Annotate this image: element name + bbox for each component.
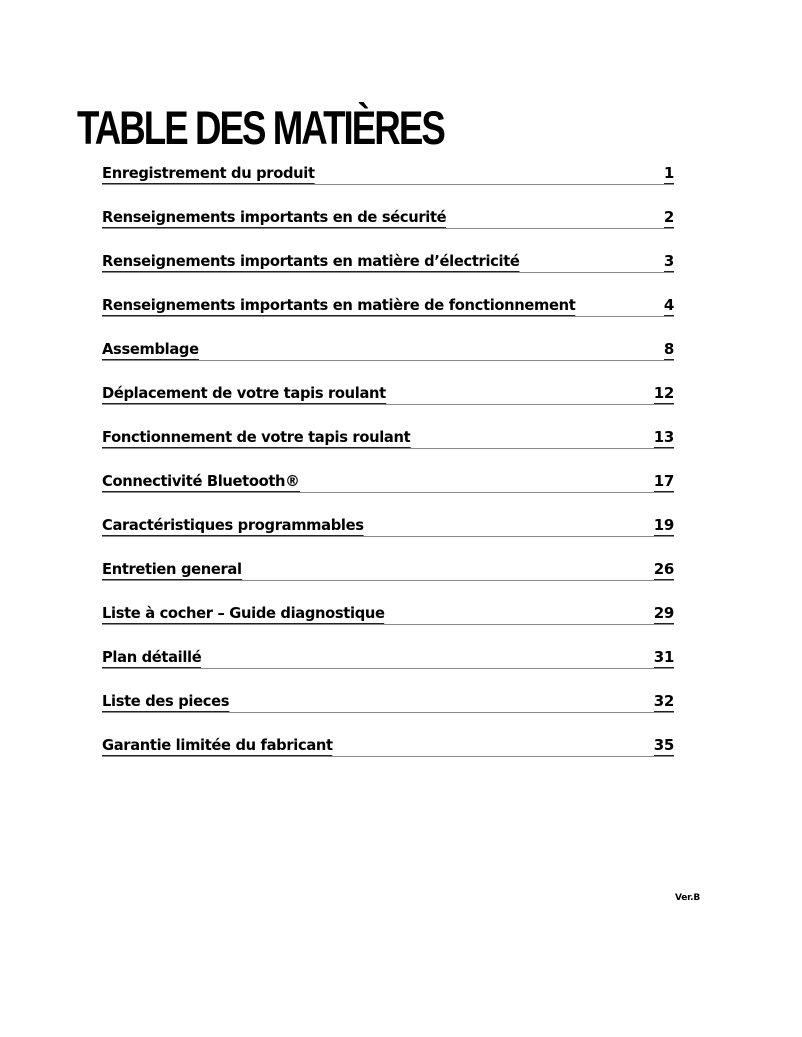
leader-rule xyxy=(102,272,674,273)
toc-entry-page[interactable]: 32 xyxy=(653,692,674,710)
table-of-contents xyxy=(102,164,674,780)
toc-entry-label[interactable]: Déplacement de votre tapis roulant xyxy=(102,384,386,402)
toc-entry-label[interactable]: Connectivité Bluetooth® xyxy=(102,472,300,490)
toc-entry[interactable] xyxy=(102,472,674,516)
toc-entry[interactable] xyxy=(102,296,674,340)
toc-entry-page[interactable]: 4 xyxy=(663,296,674,314)
leader-rule xyxy=(102,668,674,669)
toc-entry[interactable] xyxy=(102,648,674,692)
toc-entry-page[interactable]: 35 xyxy=(653,736,674,754)
toc-entry-page[interactable]: 17 xyxy=(653,472,674,490)
toc-entry[interactable] xyxy=(102,692,674,736)
toc-entry-label[interactable]: Fonctionnement de votre tapis roulant xyxy=(102,428,411,446)
toc-entry-label[interactable]: Assemblage xyxy=(102,340,199,358)
leader-rule xyxy=(102,404,674,405)
toc-entry-page[interactable]: 1 xyxy=(663,164,674,182)
leader-rule xyxy=(102,536,674,537)
leader-rule xyxy=(102,360,674,361)
toc-entry-page[interactable]: 12 xyxy=(653,384,674,402)
toc-entry-page[interactable]: 31 xyxy=(653,648,674,666)
toc-entry[interactable] xyxy=(102,208,674,252)
toc-entry-page[interactable]: 19 xyxy=(653,516,674,534)
toc-entry-page[interactable]: 8 xyxy=(663,340,674,358)
toc-entry[interactable] xyxy=(102,560,674,604)
leader-rule xyxy=(102,492,674,493)
toc-entry[interactable] xyxy=(102,516,674,560)
toc-entry-label[interactable]: Entretien general xyxy=(102,560,242,578)
toc-entry-page[interactable]: 3 xyxy=(663,252,674,270)
toc-entry-label[interactable]: Renseignements importants en matière de fonctionnement xyxy=(102,296,576,314)
leader-rule xyxy=(102,184,674,185)
toc-entry-label[interactable]: Renseignements importants en matière d’électricité xyxy=(102,252,520,270)
toc-entry-label[interactable]: Renseignements importants en de sécurité xyxy=(102,208,447,226)
toc-entry-page[interactable]: 2 xyxy=(663,208,674,226)
toc-entry[interactable] xyxy=(102,428,674,472)
toc-entry-label[interactable]: Garantie limitée du fabricant xyxy=(102,736,333,754)
toc-entry[interactable] xyxy=(102,736,674,780)
toc-entry-label[interactable]: Plan détaillé xyxy=(102,648,202,666)
toc-entry[interactable] xyxy=(102,340,674,384)
leader-rule xyxy=(102,712,674,713)
toc-entry[interactable] xyxy=(102,164,674,208)
leader-rule xyxy=(102,756,674,757)
leader-rule xyxy=(102,448,674,449)
toc-entry-label[interactable]: Liste à cocher – Guide diagnostique xyxy=(102,604,385,622)
leader-rule xyxy=(102,580,674,581)
toc-entry[interactable] xyxy=(102,252,674,296)
toc-entry-page[interactable]: 29 xyxy=(653,604,674,622)
toc-entry-page[interactable]: 26 xyxy=(653,560,674,578)
leader-rule xyxy=(102,228,674,229)
toc-entry-label[interactable]: Enregistrement du produit xyxy=(102,164,315,182)
toc-entry[interactable] xyxy=(102,604,674,648)
toc-entry-label[interactable]: Liste des pieces xyxy=(102,692,230,710)
page-title: TABLE DES MATIÈRES xyxy=(77,101,444,154)
leader-rule xyxy=(102,316,674,317)
version-label: Ver.B xyxy=(675,893,701,903)
toc-entry-page[interactable]: 13 xyxy=(653,428,674,446)
toc-entry[interactable] xyxy=(102,384,674,428)
toc-entry-label[interactable]: Caractéristiques programmables xyxy=(102,516,364,534)
leader-rule xyxy=(102,624,674,625)
